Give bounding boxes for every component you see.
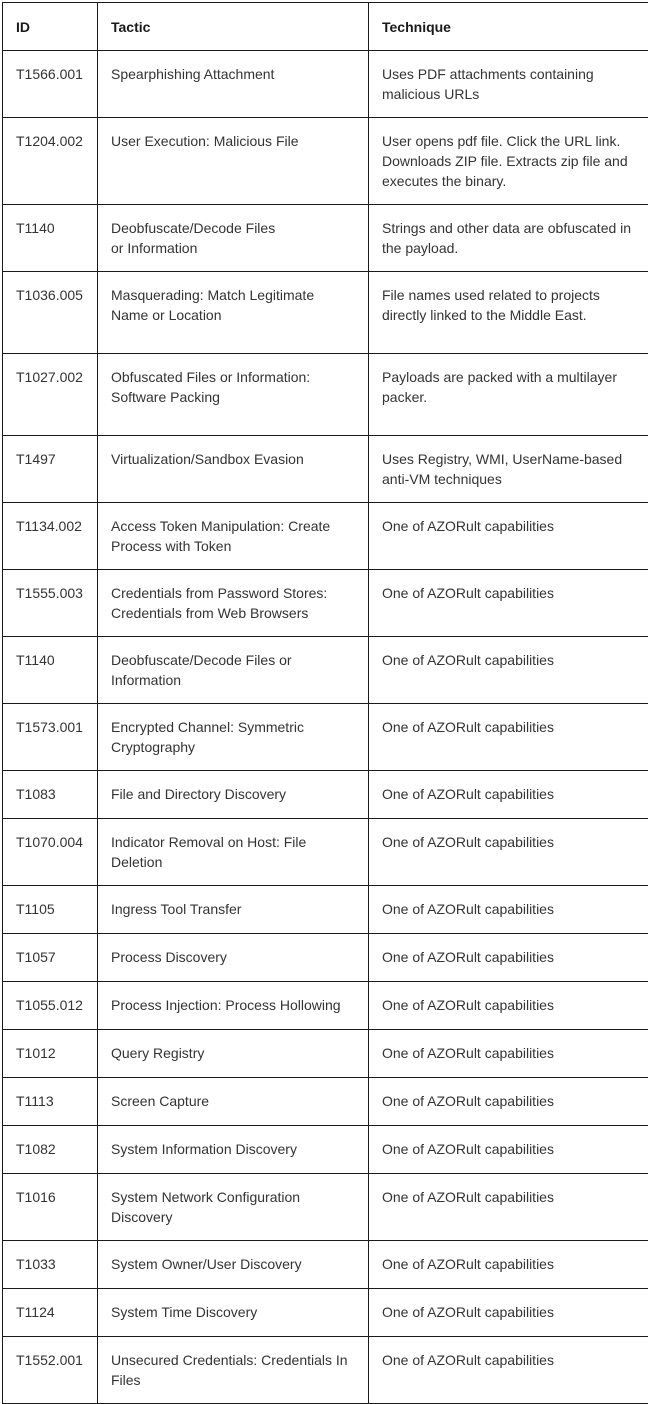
cell-tactic: Process Discovery xyxy=(98,934,369,982)
cell-tactic: Query Registry xyxy=(98,1030,369,1078)
column-header-id: ID xyxy=(3,3,98,51)
table-row xyxy=(3,704,648,771)
table-row xyxy=(3,1078,648,1126)
column-header-tactic: Tactic xyxy=(98,3,369,51)
cell-tactic: System Owner/User Discovery xyxy=(98,1241,369,1289)
cell-id: T1055.012 xyxy=(3,982,98,1030)
cell-technique: One of AZORult capabilities xyxy=(369,934,648,982)
cell-tactic: Unsecured Credentials: Credentials In Files xyxy=(98,1337,369,1404)
cell-id: T1070.004 xyxy=(3,819,98,886)
table-row xyxy=(3,272,648,354)
cell-id: T1016 xyxy=(3,1174,98,1241)
cell-technique: Uses PDF attachments containing malicious URLs xyxy=(369,51,648,118)
cell-technique: Uses Registry, WMI, UserName-based anti-VM techniques xyxy=(369,436,648,503)
table-row xyxy=(3,436,648,503)
cell-id: T1552.001 xyxy=(3,1337,98,1404)
table-row xyxy=(3,819,648,886)
cell-tactic: System Network Configuration Discovery xyxy=(98,1174,369,1241)
cell-id: T1082 xyxy=(3,1126,98,1174)
cell-technique: One of AZORult capabilities xyxy=(369,886,648,934)
table-row xyxy=(3,934,648,982)
cell-tactic: User Execution: Malicious File xyxy=(98,118,369,205)
table-row xyxy=(3,1241,648,1289)
cell-technique: One of AZORult capabilities xyxy=(369,1030,648,1078)
table-header-row xyxy=(3,3,648,51)
cell-technique: One of AZORult capabilities xyxy=(369,1078,648,1126)
cell-technique: One of AZORult capabilities xyxy=(369,1126,648,1174)
cell-technique: One of AZORult capabilities xyxy=(369,982,648,1030)
table-row xyxy=(3,1289,648,1337)
table-row xyxy=(3,771,648,819)
table-row xyxy=(3,1174,648,1241)
cell-technique: Strings and other data are obfuscated in the payload. xyxy=(369,205,648,272)
cell-id: T1555.003 xyxy=(3,570,98,637)
cell-id: T1124 xyxy=(3,1289,98,1337)
cell-technique: One of AZORult capabilities xyxy=(369,771,648,819)
cell-id: T1012 xyxy=(3,1030,98,1078)
cell-technique: User opens pdf file. Click the URL link. Downloads ZIP file. Extracts zip file and executes the binary. xyxy=(369,118,648,205)
cell-tactic: Access Token Manipulation: Create Process with Token xyxy=(98,503,369,570)
cell-tactic: Spearphishing Attachment xyxy=(98,51,369,118)
table-row xyxy=(3,982,648,1030)
column-header-technique: Technique xyxy=(369,3,648,51)
table-row xyxy=(3,637,648,704)
cell-tactic: Screen Capture xyxy=(98,1078,369,1126)
cell-tactic: Masquerading: Match Legitimate Name or Location xyxy=(98,272,369,354)
cell-id: T1036.005 xyxy=(3,272,98,354)
cell-tactic: Deobfuscate/Decode Files or Information xyxy=(98,637,369,704)
cell-technique: Payloads are packed with a multilayer packer. xyxy=(369,354,648,436)
table-row xyxy=(3,51,648,118)
cell-tactic: Deobfuscate/Decode Files or Information xyxy=(98,205,369,272)
cell-id: T1204.002 xyxy=(3,118,98,205)
cell-tactic: Process Injection: Process Hollowing xyxy=(98,982,369,1030)
cell-tactic: Encrypted Channel: Symmetric Cryptography xyxy=(98,704,369,771)
cell-id: T1105 xyxy=(3,886,98,934)
cell-technique: One of AZORult capabilities xyxy=(369,637,648,704)
cell-tactic: Ingress Tool Transfer xyxy=(98,886,369,934)
table-row xyxy=(3,205,648,272)
attack-techniques-table xyxy=(2,2,648,1404)
cell-tactic: File and Directory Discovery xyxy=(98,771,369,819)
cell-technique: One of AZORult capabilities xyxy=(369,1241,648,1289)
table-row xyxy=(3,1337,648,1404)
cell-id: T1497 xyxy=(3,436,98,503)
cell-tactic: System Information Discovery xyxy=(98,1126,369,1174)
cell-tactic: Credentials from Password Stores: Credentials from Web Browsers xyxy=(98,570,369,637)
cell-id: T1083 xyxy=(3,771,98,819)
table-row xyxy=(3,570,648,637)
table-row xyxy=(3,886,648,934)
cell-technique: One of AZORult capabilities xyxy=(369,1289,648,1337)
table-row xyxy=(3,354,648,436)
cell-tactic: Virtualization/Sandbox Evasion xyxy=(98,436,369,503)
table-row xyxy=(3,1030,648,1078)
cell-id: T1113 xyxy=(3,1078,98,1126)
cell-technique: One of AZORult capabilities xyxy=(369,1174,648,1241)
cell-id: T1033 xyxy=(3,1241,98,1289)
table-row xyxy=(3,118,648,205)
cell-id: T1134.002 xyxy=(3,503,98,570)
table-row xyxy=(3,1126,648,1174)
cell-id: T1027.002 xyxy=(3,354,98,436)
cell-tactic: System Time Discovery xyxy=(98,1289,369,1337)
cell-technique: File names used related to projects directly linked to the Middle East. xyxy=(369,272,648,354)
cell-technique: One of AZORult capabilities xyxy=(369,819,648,886)
cell-technique: One of AZORult capabilities xyxy=(369,1337,648,1404)
cell-id: T1573.001 xyxy=(3,704,98,771)
cell-id: T1140 xyxy=(3,205,98,272)
cell-technique: One of AZORult capabilities xyxy=(369,503,648,570)
cell-technique: One of AZORult capabilities xyxy=(369,704,648,771)
attack-techniques-table-container xyxy=(2,2,648,1404)
cell-id: T1057 xyxy=(3,934,98,982)
cell-technique: One of AZORult capabilities xyxy=(369,570,648,637)
cell-tactic: Obfuscated Files or Information: Software Packing xyxy=(98,354,369,436)
cell-tactic: Indicator Removal on Host: File Deletion xyxy=(98,819,369,886)
table-row xyxy=(3,503,648,570)
cell-id: T1566.001 xyxy=(3,51,98,118)
cell-id: T1140 xyxy=(3,637,98,704)
